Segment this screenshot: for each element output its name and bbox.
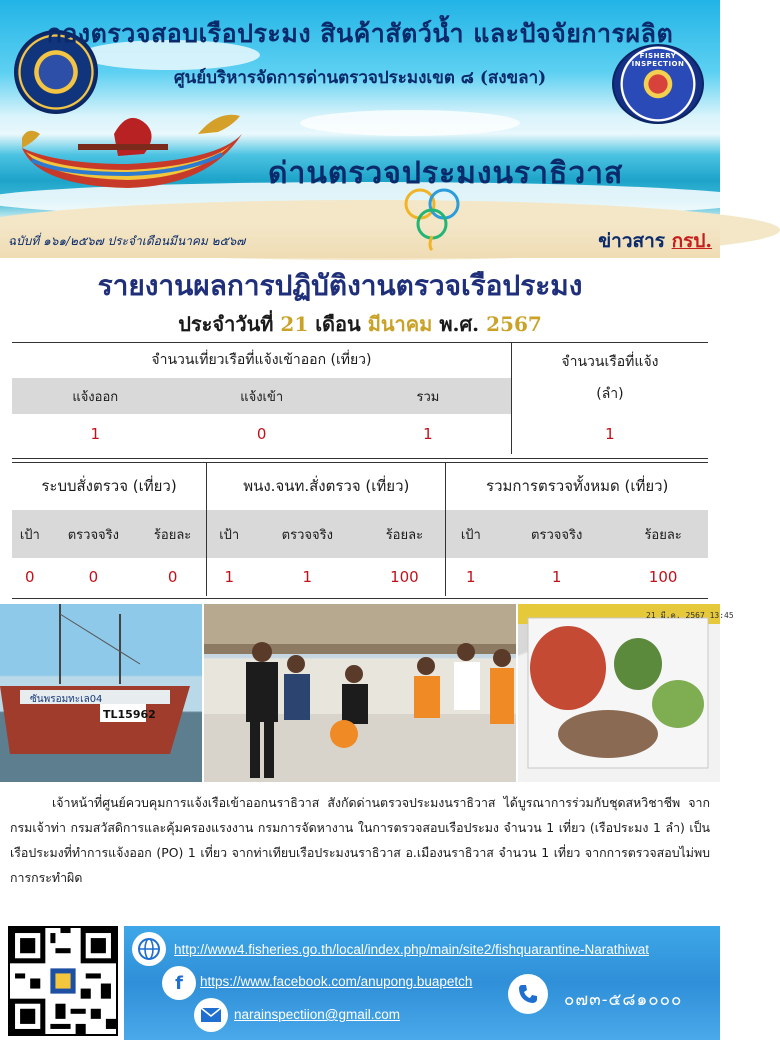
boats-header-line1: จำนวนเรือที่แจ้ง bbox=[561, 354, 659, 370]
news-label-prefix: ข่าวสาร bbox=[598, 230, 672, 252]
boat-registration-text: TL15962 bbox=[103, 708, 156, 721]
report-title: รายงานผลการปฏิบัติงานตรวจเรือประมง bbox=[97, 269, 583, 302]
main-title: กองตรวจสอบเรือประมง สินค้าสัตว์น้ำ และปัจจัยการผลิต bbox=[46, 19, 674, 48]
col-target: เป้า bbox=[207, 510, 252, 558]
korlae-boat-illustration bbox=[18, 104, 248, 198]
news-label bbox=[598, 226, 712, 256]
station-title: ด่านตรวจประมงนราธิวาส bbox=[268, 156, 624, 191]
value-boats: 1 bbox=[511, 414, 708, 454]
col-total-header: รวม bbox=[345, 378, 511, 414]
date-month-label: เดือน bbox=[315, 312, 361, 336]
group-header-officer: พนง.จนท.สั่งตรวจ (เที่ยว) bbox=[207, 462, 446, 510]
col-target: เป้า bbox=[446, 510, 495, 558]
website-link[interactable]: http://www4.fisheries.go.th/local/index.php/main/site2/fishquarantine-Narathiwat bbox=[174, 942, 649, 957]
col-in-header: แจ้งเข้า bbox=[178, 378, 344, 414]
catch-box-photo bbox=[518, 604, 734, 782]
trips-header: จำนวนเที่ยวเรือที่แจ้งเข้าออก (เที่ยว) bbox=[151, 352, 372, 368]
group-header-system: ระบบสั่งตรวจ (เที่ยว) bbox=[41, 477, 177, 495]
table1-bottom-border bbox=[12, 458, 708, 459]
globe-icon bbox=[132, 932, 166, 966]
value-percent: 0 bbox=[167, 568, 178, 586]
cloud-shape bbox=[300, 110, 520, 136]
facebook-link[interactable]: https://www.facebook.com/anupong.buapetch bbox=[200, 974, 473, 989]
date-prefix: ประจำวันที่ bbox=[178, 312, 274, 336]
issue-number: ฉบับที่ ๑๖๑/๒๕๖๗ ประจำเดือนมีนาคม ๒๕๖๗ bbox=[8, 234, 246, 248]
report-date bbox=[0, 308, 720, 340]
col-percent: ร้อยละ bbox=[363, 510, 446, 558]
col-out-header: แจ้งออก bbox=[12, 378, 178, 414]
boats-header bbox=[511, 342, 708, 414]
value-target: 1 bbox=[207, 558, 252, 596]
value-percent: 100 bbox=[390, 568, 419, 586]
date-year: 2567 bbox=[486, 312, 542, 336]
col-percent: ร้อยละ bbox=[618, 510, 708, 558]
inspection-table bbox=[12, 462, 708, 596]
trips-table bbox=[12, 342, 708, 454]
value-actual: 1 bbox=[302, 568, 313, 586]
date-year-label: พ.ศ. bbox=[439, 312, 480, 336]
photo-timestamp-text: 21 มี.ค. 2567 13:45 bbox=[646, 611, 734, 620]
email-link[interactable]: narainspectiion@gmail.com bbox=[234, 1007, 401, 1022]
col-actual: ตรวจจริง bbox=[251, 510, 363, 558]
inspection-team-illustration bbox=[204, 604, 516, 782]
value-target: 0 bbox=[25, 568, 35, 586]
value-actual: 1 bbox=[551, 568, 562, 586]
sub-title: ศูนย์บริหารจัดการด่านตรวจประมงเขต ๘ (สงขลา) bbox=[173, 68, 547, 88]
qr-code-pattern bbox=[10, 928, 116, 1034]
boat-name-text: ซันพรอมทะเล04 bbox=[30, 694, 103, 705]
report-description bbox=[10, 790, 710, 890]
facebook-icon: f bbox=[162, 966, 196, 1000]
value-target: 1 bbox=[446, 558, 495, 596]
date-month: มีนาคม bbox=[367, 312, 433, 336]
value-total: 1 bbox=[423, 425, 433, 443]
phone-icon bbox=[508, 974, 548, 1014]
email-icon bbox=[194, 998, 228, 1032]
value-actual: 0 bbox=[88, 568, 99, 586]
fishing-boat-photo bbox=[0, 604, 202, 782]
value-out: 1 bbox=[90, 425, 100, 443]
fishing-boat-illustration bbox=[0, 604, 202, 782]
date-day: 21 bbox=[280, 312, 309, 336]
table2-bottom-border bbox=[12, 598, 708, 599]
col-actual: ตรวจจริง bbox=[48, 510, 139, 558]
col-actual: ตรวจจริง bbox=[495, 510, 618, 558]
header-banner bbox=[0, 0, 720, 258]
group-header-total: รวมการตรวจทั้งหมด (เที่ยว) bbox=[446, 462, 708, 510]
catch-box-illustration bbox=[518, 604, 734, 782]
col-percent: ร้อยละ bbox=[139, 510, 207, 558]
boats-header-line2: (ลำ) bbox=[596, 386, 624, 402]
report-paragraph: เจ้าหน้าที่ศูนย์ควบคุมการแจ้งเรือเข้าออกนราธิวาส สังกัดด่านตรวจประมงนราธิวาส ได้บูรณาการร่วมกับชุดสหวิชาชีพ จากกรมเจ้าท่า กรมสวัสดิการและคุ้มครองแรงงาน กรมการจัดหางาน ในการตรวจสอบเรือประมง จำนวน 1 เที่ยว (เรือประมง 1 ลำ) เป็นเรือประมงที่ทำการแจ้งออก (PO) 1 เที่ยว จากท่าเทียบเรือประมงนราธิวาส อ.เมืองนราธิวาส จำนวน 1 เที่ยว จากการตรวจสอบไม่พบการกระทำผิด bbox=[10, 795, 710, 885]
news-label-org: กรป. bbox=[671, 230, 712, 252]
fishery-inspection-logo-text: FISHERY INSPECTION bbox=[631, 52, 685, 68]
inspection-team-photo bbox=[204, 604, 516, 782]
value-percent: 100 bbox=[648, 568, 678, 586]
phone-number[interactable]: ๐๗๓-๕๘๑๐๐๐ bbox=[564, 990, 683, 1010]
qr-code[interactable] bbox=[8, 926, 118, 1036]
col-target: เป้า bbox=[12, 510, 48, 558]
value-in: 0 bbox=[256, 425, 267, 443]
